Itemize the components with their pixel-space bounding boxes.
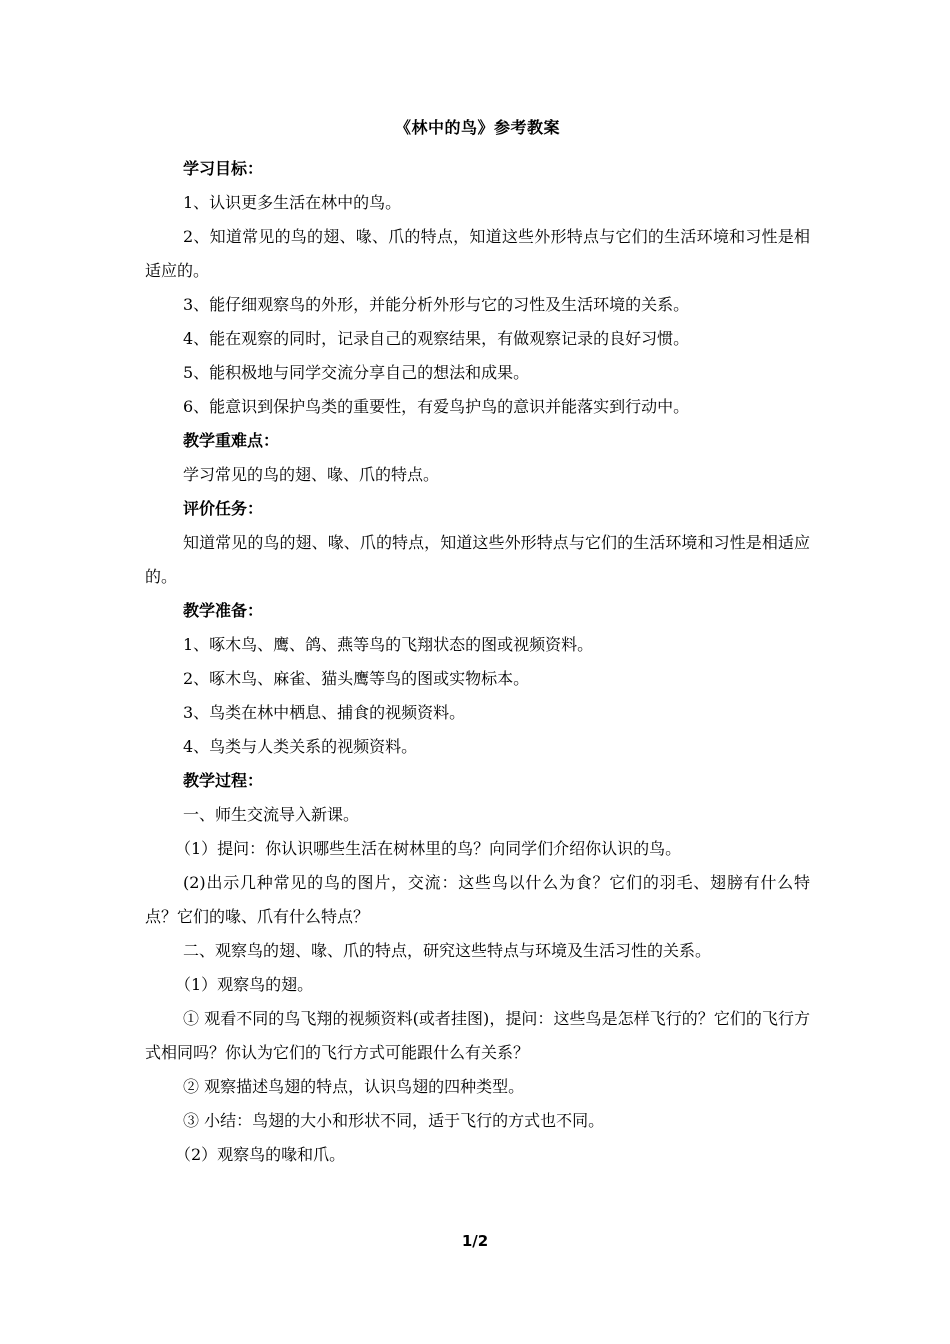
process-part-2-step-1: ① 观看不同的鸟飞翔的视频资料(或者挂图)，提问：这些鸟是怎样飞行的？它们的飞行方式相同吗？你认为它们的飞行方式可能跟什么有关系？ bbox=[145, 1009, 810, 1062]
preparation-item-1: 1、啄木鸟、鹰、鸽、燕等鸟的飞翔状态的图或视频资料。 bbox=[183, 635, 594, 654]
document-title: 《林中的鸟》参考教案 bbox=[394, 118, 560, 137]
goal-item-6: 6、能意识到保护鸟类的重要性，有爱鸟护鸟的意识并能落实到行动中。 bbox=[183, 397, 690, 416]
process-part-2-step-2: ② 观察描述鸟翅的特点，认识鸟翅的四种类型。 bbox=[183, 1077, 525, 1096]
process-part-2-sub-1: （1）观察鸟的翅。 bbox=[175, 975, 314, 994]
goal-item-1: 1、认识更多生活在林中的鸟。 bbox=[183, 193, 402, 212]
key-points-text: 学习常见的鸟的翅、喙、爪的特点。 bbox=[183, 465, 440, 484]
process-part-2-sub-2: （2）观察鸟的喙和爪。 bbox=[175, 1145, 346, 1164]
preparation-item-3: 3、鸟类在林中栖息、捕食的视频资料。 bbox=[183, 703, 466, 722]
goal-item-3: 3、能仔细观察鸟的外形，并能分析外形与它的习性及生活环境的关系。 bbox=[183, 295, 690, 314]
document-page bbox=[145, 118, 810, 1172]
process-part-1-question-2: (2)出示几种常见的鸟的图片，交流：这些鸟以什么为食？它们的羽毛、翅膀有什么特点？它们的喙、爪有什么特点？ bbox=[145, 873, 810, 926]
page-number: 1/2 bbox=[461, 1232, 489, 1250]
process-part-2-step-3: ③ 小结：鸟翅的大小和形状不同，适于飞行的方式也不同。 bbox=[183, 1111, 605, 1130]
preparation-item-2: 2、啄木鸟、麻雀、猫头鹰等鸟的图或实物标本。 bbox=[183, 669, 530, 688]
goal-item-2: 2、知道常见的鸟的翅、喙、爪的特点，知道这些外形特点与它们的生活环境和习性是相适应的。 bbox=[145, 227, 810, 280]
goal-item-5: 5、能积极地与同学交流分享自己的想法和成果。 bbox=[183, 363, 530, 382]
section-heading-process: 教学过程： bbox=[183, 771, 264, 790]
section-heading-key-points: 教学重难点： bbox=[183, 431, 280, 450]
evaluation-text: 知道常见的鸟的翅、喙、爪的特点，知道这些外形特点与它们的生活环境和习性是相适应的。 bbox=[145, 533, 810, 586]
preparation-item-4: 4、鸟类与人类关系的视频资料。 bbox=[183, 737, 418, 756]
section-heading-goals: 学习目标： bbox=[183, 159, 264, 178]
section-heading-evaluation: 评价任务： bbox=[183, 499, 264, 518]
section-heading-preparation: 教学准备： bbox=[183, 601, 264, 620]
goal-item-4: 4、能在观察的同时，记录自己的观察结果，有做观察记录的良好习惯。 bbox=[183, 329, 690, 348]
process-part-2: 二、观察鸟的翅、喙、爪的特点，研究这些特点与环境及生活习性的关系。 bbox=[183, 941, 712, 960]
process-part-1-question-1: （1）提问：你认识哪些生活在树林里的鸟？向同学们介绍你认识的鸟。 bbox=[175, 839, 682, 858]
process-part-1: 一、师生交流导入新课。 bbox=[183, 805, 360, 824]
